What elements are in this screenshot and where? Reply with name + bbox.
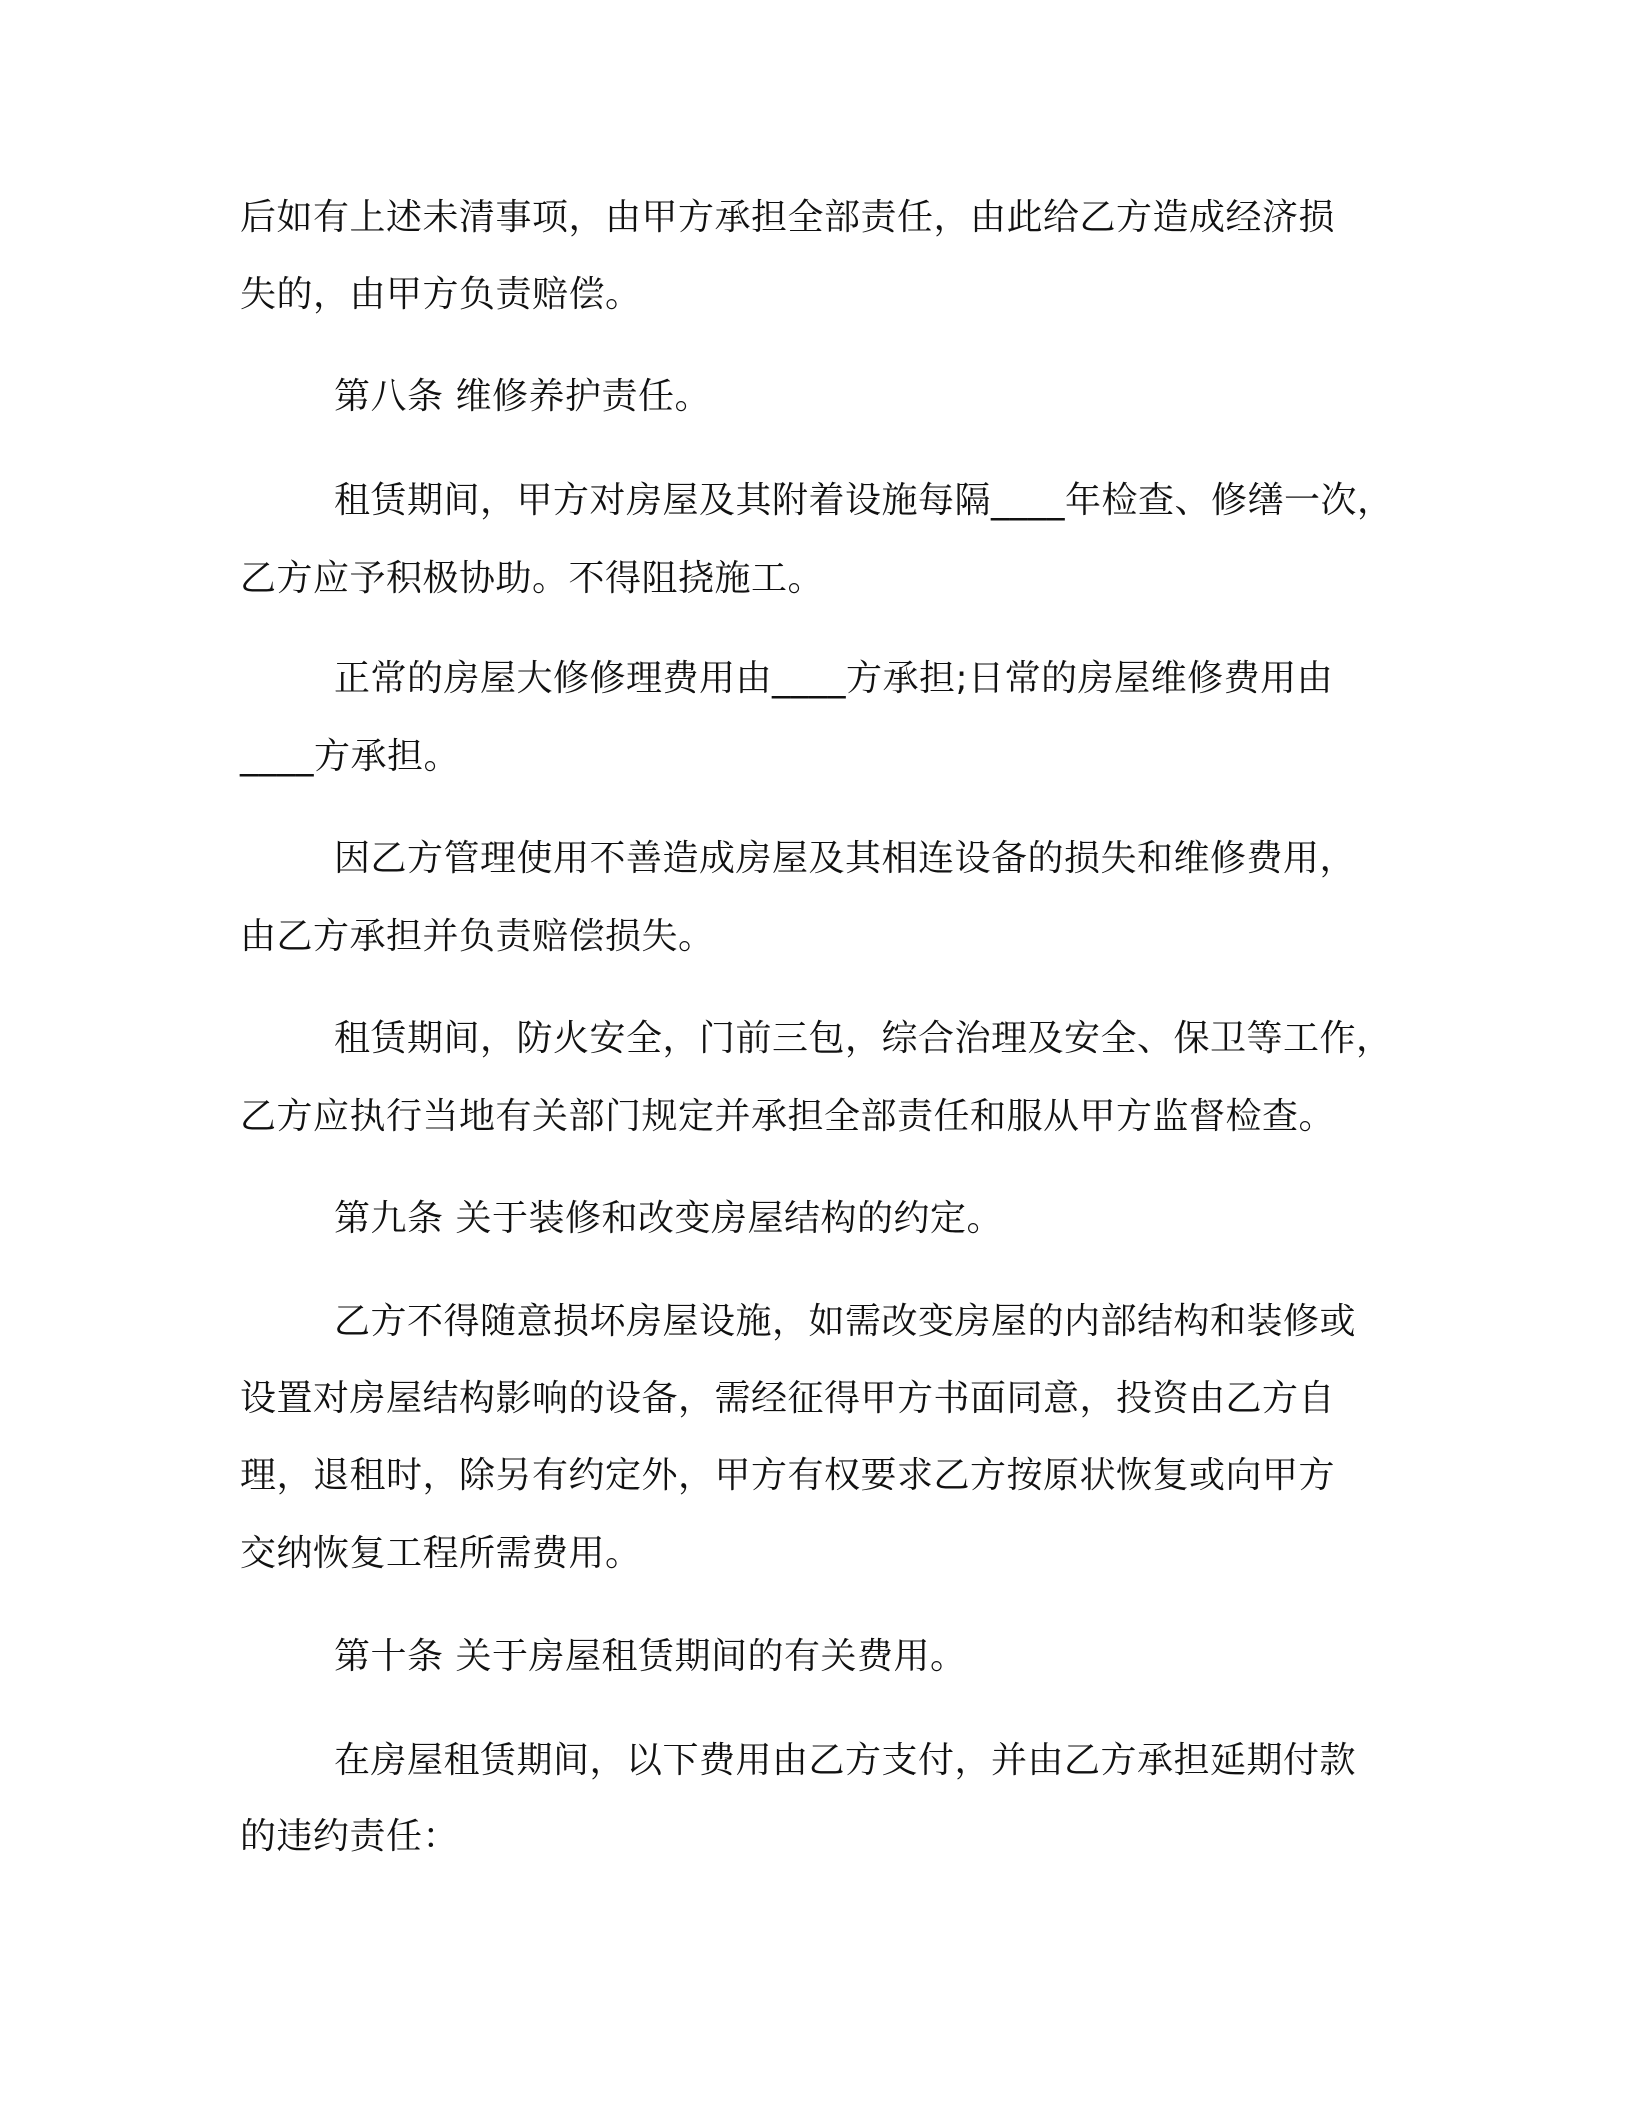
- text-line-7: ____方承担。: [240, 736, 461, 777]
- text-line-6: 正常的房屋大修修理费用由____方承担;日常的房屋维修费用由: [334, 658, 1334, 699]
- text-line-14: 设置对房屋结构影响的设备，需经征得甲方书面同意，投资由乙方自: [240, 1378, 1336, 1419]
- article-8-heading: 第八条 维修养护责任。: [334, 376, 711, 417]
- text-line-18: 在房屋租赁期间，以下费用由乙方支付，并由乙方承担延期付款: [334, 1740, 1357, 1781]
- text-line-8: 因乙方管理使用不善造成房屋及其相连设备的损失和维修费用，: [334, 838, 1357, 879]
- text-line-5: 乙方应予积极协助。不得阻挠施工。: [240, 558, 825, 599]
- text-line-2: 失的，由甲方负责赔偿。: [240, 274, 642, 315]
- text-line-13: 乙方不得随意损坏房屋设施，如需改变房屋的内部结构和装修或: [334, 1301, 1357, 1342]
- text-line-10: 租赁期间，防火安全，门前三包，综合治理及安全、保卫等工作，: [334, 1018, 1393, 1059]
- text-line-15: 理，退租时，除另有约定外，甲方有权要求乙方按原状恢复或向甲方: [240, 1455, 1336, 1496]
- text-line-19: 的违约责任：: [240, 1816, 460, 1857]
- text-line-1: 后如有上述未清事项，由甲方承担全部责任，由此给乙方造成经济损: [240, 197, 1336, 238]
- text-line-16: 交纳恢复工程所需费用。: [240, 1533, 642, 1574]
- text-line-4: 租赁期间，甲方对房屋及其附着设施每隔____年检查、修缮一次，: [334, 480, 1394, 521]
- article-10-heading: 第十条 关于房屋租赁期间的有关费用。: [334, 1636, 967, 1677]
- text-line-9: 由乙方承担并负责赔偿损失。: [240, 916, 715, 957]
- article-9-heading: 第九条 关于装修和改变房屋结构的约定。: [334, 1198, 1003, 1239]
- text-line-11: 乙方应执行当地有关部门规定并承担全部责任和服从甲方监督检查。: [240, 1096, 1336, 1137]
